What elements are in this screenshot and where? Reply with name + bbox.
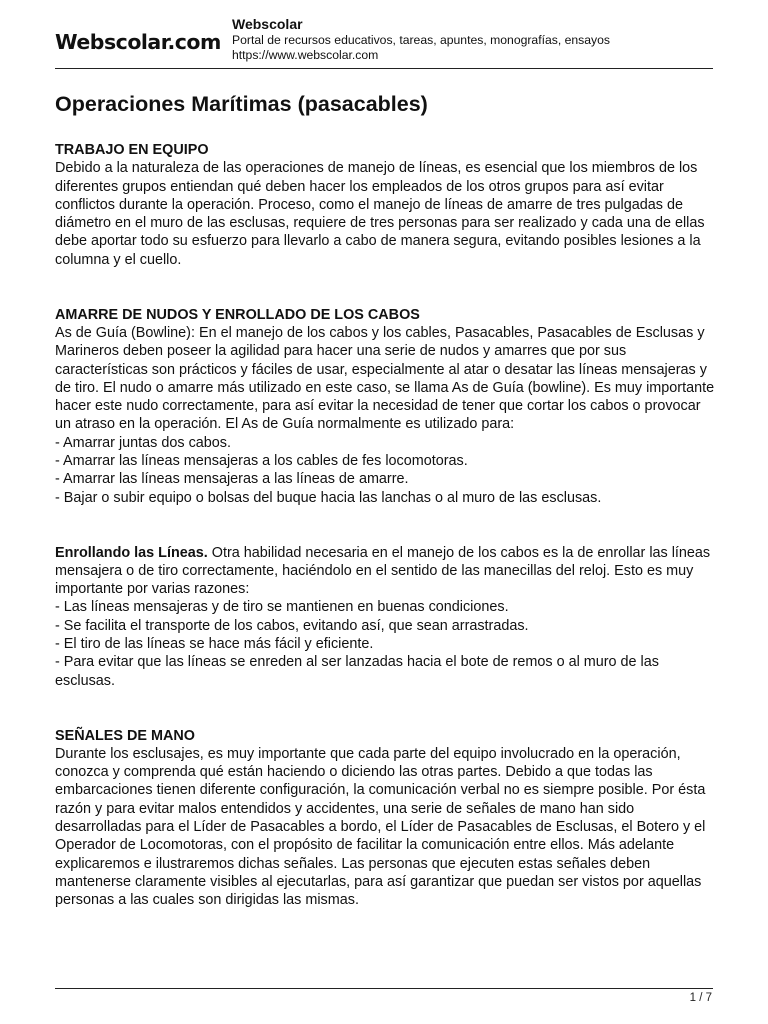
site-tagline: Portal de recursos educativos, tareas, apuntes, monografías, ensayos — [232, 33, 611, 47]
section-spacer — [55, 690, 715, 727]
section-spacer — [55, 507, 715, 544]
section-senales-de-mano — [55, 727, 715, 910]
site-url[interactable]: https://www.webscolar.com — [232, 48, 379, 62]
paragraph-lead: Enrollando las Líneas. — [55, 544, 208, 561]
footer-divider — [55, 988, 713, 989]
section-paragraph: As de Guía (Bowline): En el manejo de los cabos y los cables, Pasacables, Pasacables de Esclusas y Marineros deben poseer la agilidad para hacer una serie de nudos y amarres que por sus características son prácticos y fáciles de usar, especialmente al atar o desatar las líneas mensajeras y de tiro. El nudo o amarre más utilizado en este caso, se llama As de Guía (bowline). Es muy importante hacer este nudo correctamente, para así evitar la necesidad de tener que cortar los cabos o provocar un atraso en la operación. El As de Guía normalmente es utilizado para: — [55, 324, 715, 433]
page-header — [55, 14, 713, 68]
document-title: Operaciones Marítimas (pasacables) — [55, 92, 428, 116]
section-paragraph — [55, 544, 715, 599]
list-item: - Amarrar las líneas mensajeras a los cables de fes locomotoras. — [55, 453, 468, 470]
section-paragraph: Debido a la naturaleza de las operaciones de manejo de líneas, es esencial que los miembros de los diferentes grupos entiendan qué deben hacer los empleados de los otros grupos para así evitar conflictos durante la operación. Proceso, como el manejo de líneas de amarre de tres pulgadas de diámetro en el muro de las esclusas, requiere de tres personas para ser realizado y cada una de ellas debe aportar todo su esfuerzo para llevarlo a cabo de manera segura, evitando posibles lesiones a la columna y el cuello. — [55, 160, 705, 268]
list-item: - Las líneas mensajeras y de tiro se mantienen en buenas condiciones. — [55, 599, 509, 616]
section-enrollando-lineas — [55, 544, 715, 690]
section-heading: AMARRE DE NUDOS Y ENROLLADO DE LOS CABOS — [55, 306, 420, 323]
section-trabajo-en-equipo — [55, 141, 715, 269]
section-heading: TRABAJO EN EQUIPO — [55, 142, 209, 158]
section-paragraph: Durante los esclusajes, es muy importante que cada parte del equipo involucrado en la operación, conozca y comprenda qué están haciendo o diciendo las otras partes. Debido a que todas las embarcaciones tienen diferente configuración, la comunicación verbal no es siempre posible. Por ésta razón y para evitar malos entendidos y accidentes, una serie de señales de mano han sido desarrolladas para el Líder de Pasacables a bordo, el Líder de Pasacables de Esclusas, el Botero y el Operador de Locomotoras, con el propósito de facilitar la comunicación entre ellos. Más adelante explicaremos e ilustraremos dichas señales. Las personas que ejecuten estas señales deben mantenerse claramente visibles al ejecutarlas, para así garantizar que puedan ser vistos por aquellas personas a las cuales son dirigidas las mismas. — [55, 745, 706, 909]
page-indicator: 1 / 7 — [689, 992, 712, 1004]
header-divider — [55, 68, 713, 69]
section-heading: SEÑALES DE MANO — [55, 727, 195, 744]
list-item: - Amarrar las líneas mensajeras a las líneas de amarre. — [55, 471, 409, 488]
section-spacer — [55, 269, 715, 306]
paragraph-text: Otra habilidad necesaria en el manejo de los cabos es la de enrollar las líneas mensajera o de tiro correctamente, haciéndolo en el sentido de las manecillas del reloj. Esto es muy importante por varias razones: — [55, 544, 711, 598]
site-name: Webscolar — [232, 16, 303, 32]
section-amarre-de-nudos — [55, 306, 715, 507]
list-item: - El tiro de las líneas se hace más fácil y eficiente. — [55, 636, 374, 653]
document-body — [55, 90, 715, 909]
site-logo[interactable]: Webscolar.com — [55, 30, 221, 54]
site-info — [232, 16, 610, 63]
list-item: - Amarrar juntas dos cabos. — [55, 434, 231, 451]
list-item: - Bajar o subir equipo o bolsas del buque hacia las lanchas o al muro de las esclusas. — [55, 489, 602, 506]
list-item: - Se facilita el transporte de los cabos, evitando así, que sean arrastradas. — [55, 617, 529, 634]
list-item: - Para evitar que las líneas se enreden al ser lanzadas hacia el bote de remos o al muro de las esclusas. — [55, 654, 659, 689]
